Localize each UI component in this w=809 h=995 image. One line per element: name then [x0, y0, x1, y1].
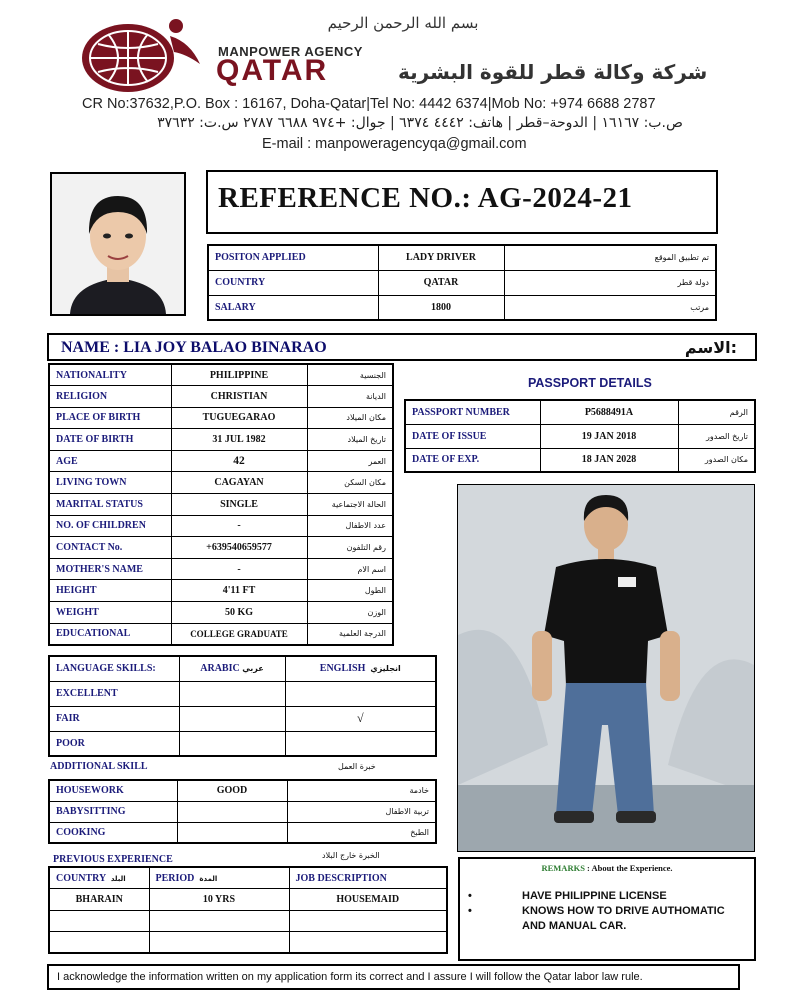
table-row — [49, 515, 393, 537]
country-row — [208, 270, 716, 295]
table-row — [49, 494, 393, 516]
arabic-cell — [179, 681, 285, 706]
row-label: WEIGHT — [49, 602, 171, 624]
row-arabic: تاريخ الميلاد — [307, 429, 393, 451]
table-row — [49, 537, 393, 559]
period-header — [149, 867, 289, 889]
country-header-label: COUNTRY — [56, 872, 106, 884]
english-label: ENGLISH — [319, 663, 366, 675]
country-cell — [49, 932, 149, 954]
row-label: AGE — [49, 450, 171, 472]
acknowledgement-text: I acknowledge the information written on my application form its correct and I assure I will follow the Qatar labor law rule. — [57, 971, 643, 983]
table-row — [49, 558, 393, 580]
job-header: JOB DESCRIPTION — [289, 867, 447, 889]
skill-value — [177, 801, 287, 822]
row-value: CHRISTIAN — [171, 386, 307, 408]
row-label: LIVING TOWN — [49, 472, 171, 494]
row-arabic: العمر — [307, 450, 393, 472]
row-value: SINGLE — [171, 494, 307, 516]
table-row — [49, 731, 436, 756]
row-value: P5688491A — [540, 400, 678, 424]
country-cell — [49, 910, 149, 932]
row-label: DATE OF EXP. — [405, 448, 540, 472]
skill-arabic: تربية الاطفال — [287, 801, 436, 822]
arabic-label-ar: عربي — [242, 664, 264, 674]
row-value: 31 JUL 1982 — [171, 429, 307, 451]
table-row — [49, 801, 436, 822]
job-cell — [289, 910, 447, 932]
table-header-row — [49, 656, 436, 681]
skill-label: BABYSITTING — [49, 801, 177, 822]
job-cell — [289, 932, 447, 954]
row-label: DATE OF ISSUE — [405, 424, 540, 448]
row-label: NO. OF CHILDREN — [49, 515, 171, 537]
row-label: DATE OF BIRTH — [49, 429, 171, 451]
row-arabic: الحالة الاجتماعية — [307, 494, 393, 516]
country-header — [49, 867, 149, 889]
table-row — [405, 424, 755, 448]
skill-label: COOKING — [49, 822, 177, 843]
level-label: EXCELLENT — [49, 681, 179, 706]
table-row — [49, 580, 393, 602]
table-row — [49, 386, 393, 408]
table-header-row — [49, 867, 447, 889]
row-arabic: عدد الاطفال — [307, 515, 393, 537]
row-arabic: مكان الميلاد — [307, 407, 393, 429]
previous-experience-arabic: الخبرة خارج البلاد — [322, 851, 380, 860]
table-row — [49, 407, 393, 429]
english-header — [285, 656, 436, 681]
remarks-box — [458, 857, 756, 961]
table-row — [49, 429, 393, 451]
row-label: RELIGION — [49, 386, 171, 408]
row-arabic: مكان السكن — [307, 472, 393, 494]
row-value: 19 JAN 2018 — [540, 424, 678, 448]
position-table — [207, 244, 717, 321]
remarks-list — [468, 889, 732, 934]
language-skills-label: LANGUAGE SKILLS: — [49, 656, 179, 681]
table-row — [49, 932, 447, 954]
salary-arabic: مرتب — [504, 295, 716, 320]
applicant-full-body-photo — [457, 484, 755, 852]
english-cell — [285, 731, 436, 756]
arabic-cell — [179, 706, 285, 731]
arabic-cell — [179, 731, 285, 756]
row-value: 4'11 FT — [171, 580, 307, 602]
row-value: COLLEGE GRADUATE — [171, 623, 307, 645]
passport-details-title: PASSPORT DETAILS — [528, 376, 652, 390]
skill-arabic: خادمة — [287, 780, 436, 801]
salary-label: SALARY — [208, 295, 378, 320]
row-arabic: الوزن — [307, 602, 393, 624]
remark-text: KNOWS HOW TO DRIVE AUTHOMATIC AND MANUAL CAR. — [522, 905, 725, 932]
english-cell — [285, 681, 436, 706]
table-row — [49, 602, 393, 624]
position-arabic: تم تطبيق الموقع — [504, 245, 716, 270]
row-value: TUGUEGARAO — [171, 407, 307, 429]
country-cell: BHARAIN — [49, 889, 149, 911]
row-label: PASSPORT NUMBER — [405, 400, 540, 424]
skill-arabic: الطبخ — [287, 822, 436, 843]
position-value: LADY DRIVER — [378, 245, 504, 270]
email-line: E-mail : manpoweragencyqa@gmail.com — [262, 136, 527, 152]
contact-line-english: CR No:37632,P.O. Box : 16167, Doha-Qatar|Tel No: 4442 6374|Mob No: +974 6688 2787 — [82, 96, 656, 112]
arabic-header — [179, 656, 285, 681]
contact-line-arabic: ص.ب: ١٦١٦٧ | الدوحة–قطر | هاتف: ٤٤٤٢ ٦٣٧٤ | جوال: +٩٧٤ ٦٦٨٨ ٢٧٨٧ س.ت: ٣٧٦٣٢ — [157, 115, 683, 131]
list-item: • KNOWS HOW TO DRIVE AUTHOMATIC AND MANUAL CAR. — [468, 904, 732, 934]
table-row — [405, 448, 755, 472]
passport-table — [404, 399, 756, 473]
country-arabic: دولة قطر — [504, 270, 716, 295]
position-label: POSITON APPLIED — [208, 245, 378, 270]
row-value: - — [171, 558, 307, 580]
row-value: CAGAYAN — [171, 472, 307, 494]
agency-logo — [78, 14, 208, 94]
row-arabic: الطول — [307, 580, 393, 602]
level-label: FAIR — [49, 706, 179, 731]
period-cell — [149, 932, 289, 954]
row-arabic: رقم التلفون — [307, 537, 393, 559]
job-cell: HOUSEMAID — [289, 889, 447, 911]
remarks-title-rest: : About the Experience. — [584, 863, 673, 873]
row-label: EDUCATIONAL — [49, 623, 171, 645]
salary-row — [208, 295, 716, 320]
row-value: PHILIPPINE — [171, 364, 307, 386]
applicant-headshot-photo — [50, 172, 186, 316]
row-label: MARITAL STATUS — [49, 494, 171, 516]
bismillah-calligraphy: بسم الله الرحمن الرحيم — [327, 14, 479, 32]
reference-number-box — [206, 170, 718, 234]
period-cell: 10 YRS — [149, 889, 289, 911]
row-value: 50 KG — [171, 602, 307, 624]
row-label: HEIGHT — [49, 580, 171, 602]
remarks-title-bold: REMARKS — [541, 863, 585, 873]
additional-skills-table — [48, 779, 437, 844]
table-row — [49, 472, 393, 494]
salary-value: 1800 — [378, 295, 504, 320]
table-row — [49, 780, 436, 801]
agency-name-big: QATAR — [216, 54, 329, 87]
additional-skill-arabic: خبرة العمل — [338, 762, 376, 771]
acknowledgement-box — [47, 964, 740, 990]
row-label: PLACE OF BIRTH — [49, 407, 171, 429]
table-row — [49, 910, 447, 932]
table-row — [49, 450, 393, 472]
row-arabic: الديانة — [307, 386, 393, 408]
arabic-label: ARABIC — [200, 663, 240, 675]
period-header-ar: المدة — [199, 874, 218, 883]
skill-label: HOUSEWORK — [49, 780, 177, 801]
row-arabic: مكان الصدور — [678, 448, 755, 472]
country-header-ar: البلد — [110, 874, 126, 883]
row-arabic: تاريخ الصدور — [678, 424, 755, 448]
row-arabic: الدرجة العلمية — [307, 623, 393, 645]
table-row — [49, 623, 393, 645]
language-skills-table — [48, 655, 437, 757]
table-row — [49, 681, 436, 706]
table-row — [405, 400, 755, 424]
row-label: MOTHER'S NAME — [49, 558, 171, 580]
row-arabic: اسم الام — [307, 558, 393, 580]
row-value: +639540659577 — [171, 537, 307, 559]
previous-experience-label: PREVIOUS EXPERIENCE — [53, 854, 173, 865]
skill-value — [177, 822, 287, 843]
row-value: - — [171, 515, 307, 537]
english-label-ar: انجليزي — [370, 664, 401, 674]
remark-text: HAVE PHILIPPINE LICENSE — [522, 890, 667, 902]
table-row — [49, 889, 447, 911]
row-label: CONTACT No. — [49, 537, 171, 559]
row-value: 42 — [171, 450, 307, 472]
remarks-title — [460, 863, 754, 873]
country-label: COUNTRY — [208, 270, 378, 295]
name-box — [47, 333, 757, 361]
list-item: • HAVE PHILIPPINE LICENSE — [468, 890, 667, 902]
agency-name-small: MANPOWER AGENCY — [218, 44, 363, 59]
table-row — [49, 822, 436, 843]
additional-skill-label: ADDITIONAL SKILL — [50, 761, 148, 772]
row-label: NATIONALITY — [49, 364, 171, 386]
period-header-label: PERIOD — [155, 872, 195, 884]
skill-value: GOOD — [177, 780, 287, 801]
row-arabic: الجنسية — [307, 364, 393, 386]
reference-number: REFERENCE NO.: AG-2024-21 — [218, 182, 633, 214]
period-cell — [149, 910, 289, 932]
applicant-name-arabic-label: الاسم: — [684, 338, 737, 357]
row-value: 18 JAN 2028 — [540, 448, 678, 472]
english-cell: √ — [285, 706, 436, 731]
level-label: POOR — [49, 731, 179, 756]
table-row — [49, 706, 436, 731]
applicant-name: NAME : LIA JOY BALAO BINARAO — [61, 339, 327, 356]
country-value: QATAR — [378, 270, 504, 295]
table-row — [49, 364, 393, 386]
position-row — [208, 245, 716, 270]
agency-name-arabic: شركة وكالة قطر للقوة البشرية — [398, 60, 708, 84]
personal-details-table — [48, 363, 394, 646]
experience-table — [48, 866, 448, 954]
row-arabic: الرقم — [678, 400, 755, 424]
